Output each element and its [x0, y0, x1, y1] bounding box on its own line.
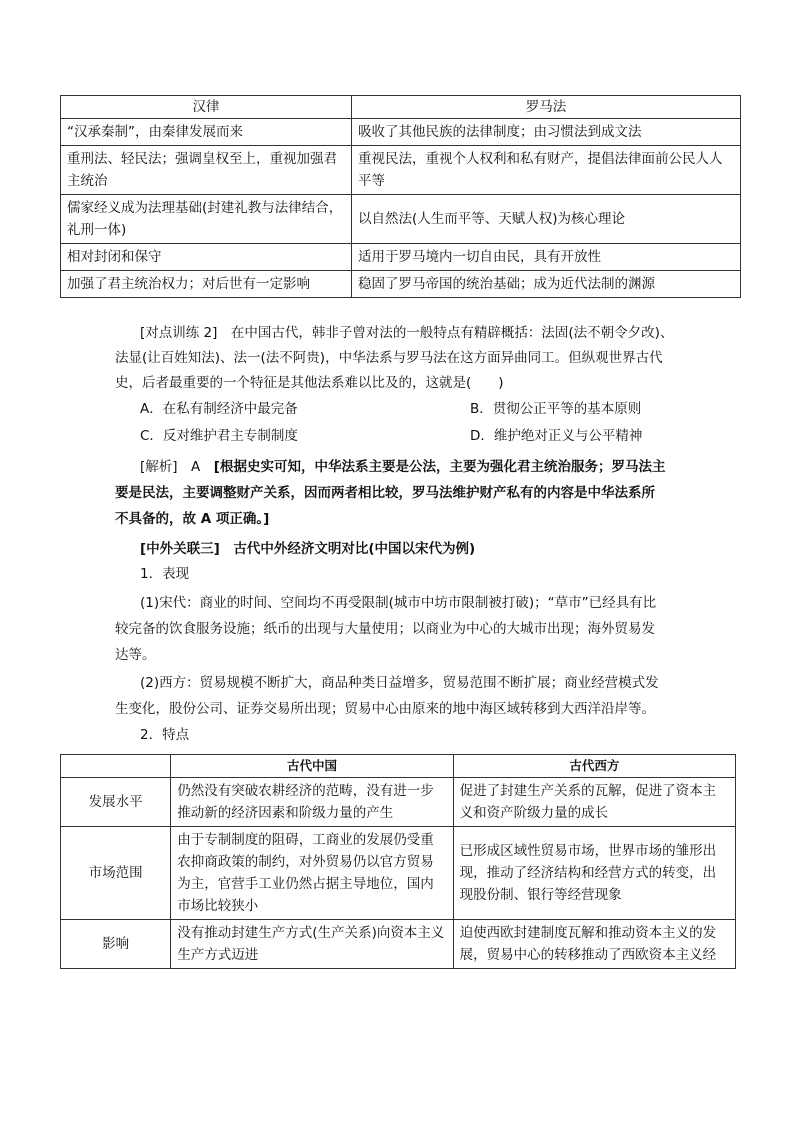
- heading-performance: 1．表现: [140, 566, 190, 582]
- table-cell: 重视民法，重视个人权利和私有财产，提倡法律面前公民人人平等: [352, 146, 741, 195]
- heading-features: 2．特点: [140, 727, 190, 743]
- analysis-answer: A: [191, 459, 201, 475]
- table-cell: 儒家经义成为法理基础(封建礼教与法律结合，礼刑一体): [61, 195, 352, 244]
- option-a: A．在私有制经济中最完备: [140, 401, 298, 417]
- song-para-line-3: 达等。: [115, 647, 156, 663]
- row-label: 发展水平: [61, 778, 171, 827]
- analysis-line-1: [140, 455, 740, 480]
- table-cell: 重刑法、轻民法；强调皇权至上，重视加强君主统治: [61, 146, 352, 195]
- song-para-line-1: (1)宋代：商业的时间、空间均不再受限制(城市中坊市限制被打破)；“草市”已经具有比: [140, 595, 657, 611]
- table-cell: 适用于罗马境内一切自由民，具有开放性: [352, 244, 741, 271]
- table-cell: “汉承秦制”，由秦律发展而来: [61, 119, 352, 146]
- table-row: [61, 778, 736, 827]
- table-cell: 促进了封建生产关系的瓦解，促进了资本主义和资产阶级力量的成长: [453, 778, 735, 827]
- row-label: 影响: [61, 920, 171, 969]
- header-roman-law: 罗马法: [352, 96, 741, 119]
- table-header-row: [61, 755, 736, 778]
- header-ancient-china: 古代中国: [171, 755, 453, 778]
- exercise-line-3: 史，后者最重要的一个特征是其他法系难以比及的，这就是( ): [115, 375, 504, 391]
- table-header-row: [61, 96, 741, 119]
- table-row: [61, 195, 741, 244]
- analysis-tag: [解析]: [140, 459, 178, 475]
- analysis-line-3: 不具备的，故 A 项正确。]: [115, 511, 270, 527]
- exercise-line-2: 法显(让百姓知法)、法一(法不阿贵)，中华法系与罗马法在这方面异曲同工。但纵观世界古代: [115, 350, 663, 366]
- analysis-line-2: 要是民法，主要调整财产关系，因而两者相比较，罗马法维护财产私有的内容是中华法系所: [115, 485, 655, 501]
- option-b: B．贯彻公正平等的基本原则: [470, 401, 642, 417]
- table-row: [61, 271, 741, 298]
- song-para-line-2: 较完备的饮食服务设施；纸币的出现与大量使用；以商业为中心的大城市出现；海外贸易发: [115, 621, 655, 637]
- west-para-line-2: 生变化，股份公司、证券交易所出现；贸易中心由原来的地中海区域转移到大西洋沿岸等。: [115, 701, 655, 717]
- row-label: 市场范围: [61, 827, 171, 920]
- table-cell: 已形成区域性贸易市场，世界市场的雏形出现，推动了经济结构和经营方式的转变，出现股份制、银行等经营现象: [453, 827, 735, 920]
- table-row: [61, 244, 741, 271]
- table-cell: 由于专制制度的阻碍，工商业的发展仍受重农抑商政策的制约，对外贸易仍以官方贸易为主，官营手工业仍然占据主导地位，国内市场比较狭小: [171, 827, 453, 920]
- west-para-line-1: (2)西方：贸易规模不断扩大，商品种类日益增多，贸易范围不断扩展；商业经营模式发: [140, 675, 659, 691]
- table-row: [61, 119, 741, 146]
- table-row: [61, 146, 741, 195]
- economy-comparison-table: [60, 754, 736, 969]
- table-cell: 迫使西欧封建制度瓦解和推动资本主义的发展，贸易中心的转移推动了西欧资本主义经: [453, 920, 735, 969]
- option-d: D．维护绝对正义与公平精神: [470, 428, 643, 444]
- table-cell: 没有推动封建生产方式(生产关系)向资本主义生产方式迈进: [171, 920, 453, 969]
- exercise-line-1: [对点训练 2] 在中国古代，韩非子曾对法的一般特点有精辟概括：法固(法不朝令夕改)、: [140, 325, 674, 341]
- analysis-text-1: [根据史实可知，中华法系主要是公法，主要为强化君主统治服务；罗马法主: [213, 459, 666, 475]
- table-cell: 稳固了罗马帝国的统治基础；成为近代法制的渊源: [352, 271, 741, 298]
- option-c: C．反对维护君主专制制度: [140, 428, 298, 444]
- header-ancient-west: 古代西方: [453, 755, 735, 778]
- table-cell: 加强了君主统治权力；对后世有一定影响: [61, 271, 352, 298]
- table-cell: 仍然没有突破农耕经济的范畴，没有进一步推动新的经济因素和阶级力量的产生: [171, 778, 453, 827]
- header-empty: [61, 755, 171, 778]
- section-title: [中外关联三] 古代中外经济文明对比(中国以宋代为例): [140, 541, 476, 557]
- table-cell: 以自然法(人生而平等、天赋人权)为核心理论: [352, 195, 741, 244]
- table-row: [61, 920, 736, 969]
- table-row: [61, 827, 736, 920]
- table-cell: 吸收了其他民族的法律制度；由习惯法到成文法: [352, 119, 741, 146]
- law-comparison-table: [60, 95, 741, 298]
- header-han-law: 汉律: [61, 96, 352, 119]
- table-cell: 相对封闭和保守: [61, 244, 352, 271]
